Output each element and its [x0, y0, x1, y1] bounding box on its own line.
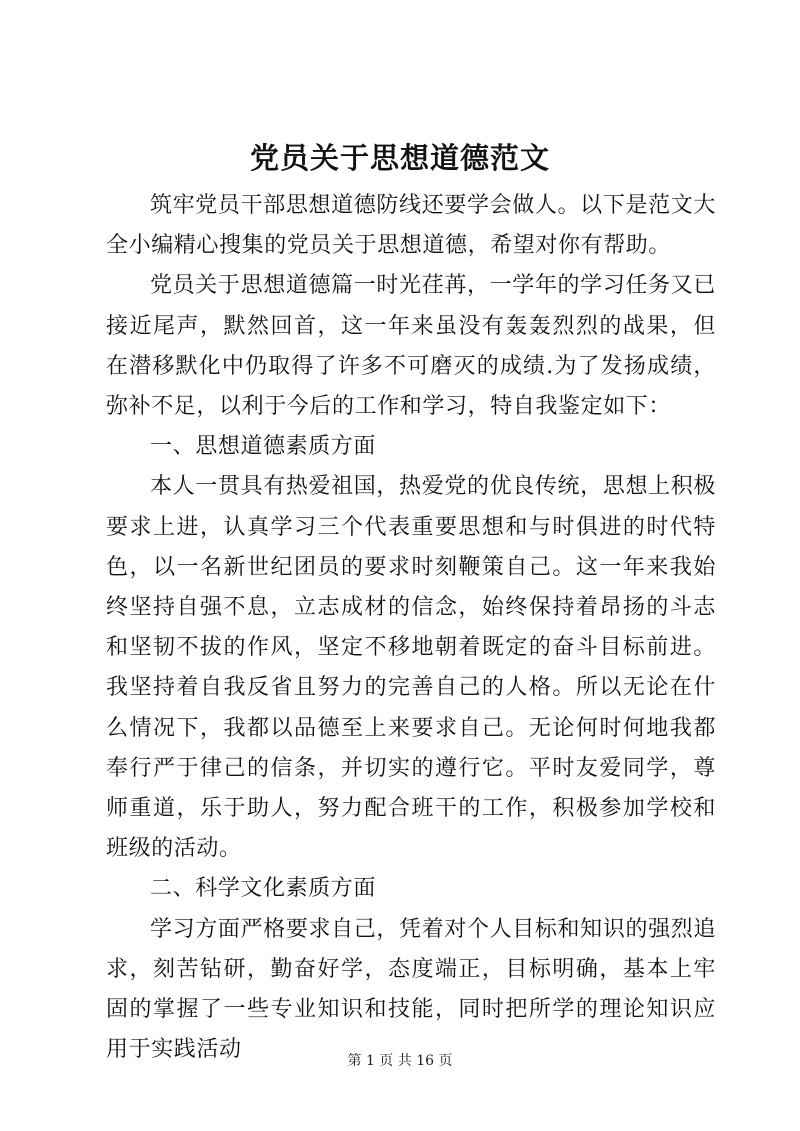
science-culture-paragraph: 学习方面严格要求自己，凭着对个人目标和知识的强烈追求，刻苦钻研，勤奋好学，态度端正，目标明确，基本上牢固的掌握了一些专业知识和技能，同时把所学的理论知识应用于实践活动	[106, 916, 716, 1063]
document-title: 党员关于思想道德范文	[249, 141, 550, 175]
heading-moral-quality: 一、思想道德素质方面	[150, 434, 377, 460]
intro-paragraph: 筑牢党员干部思想道德防线还要学会做人。以下是范文大全小编精心搜集的党员关于思想道德，希望对你有帮助。	[106, 193, 716, 259]
document-body	[106, 186, 716, 1070]
moral-quality-paragraph: 本人一贯具有热爱祖国，热爱党的优良传统，思想上积极要求上进，认真学习三个代表重要思想和与时俱进的时代特色，以一名新世纪团员的要求时刻鞭策自己。这一年来我始终坚持自强不息，立志成材的信念，始终保持着昂扬的斗志和坚韧不拔的作风，坚定不移地朝着既定的奋斗目标前进。我坚持着自我反省且努力的完善自己的人格。所以无论在什么情况下，我都以品德至上来要求自己。无论何时何地我都奉行严于律己的信条，并切实的遵行它。平时友爱同学，尊师重道，乐于助人，努力配合班干的工作，积极参加学校和班级的活动。	[106, 474, 716, 862]
section-one-intro-paragraph: 党员关于思想道德篇一时光荏苒，一学年的学习任务又已接近尾声，默然回首，这一年来虽没有轰轰烈烈的战果，但在潜移默化中仍取得了许多不可磨灭的成绩.为了发扬成绩，弥补不足，以利于今后的工作和学习，特自我鉴定如下：	[106, 273, 716, 420]
heading-science-culture: 二、科学文化素质方面	[150, 876, 377, 902]
page-footer: 第 1 页 共 16 页	[347, 1053, 453, 1069]
